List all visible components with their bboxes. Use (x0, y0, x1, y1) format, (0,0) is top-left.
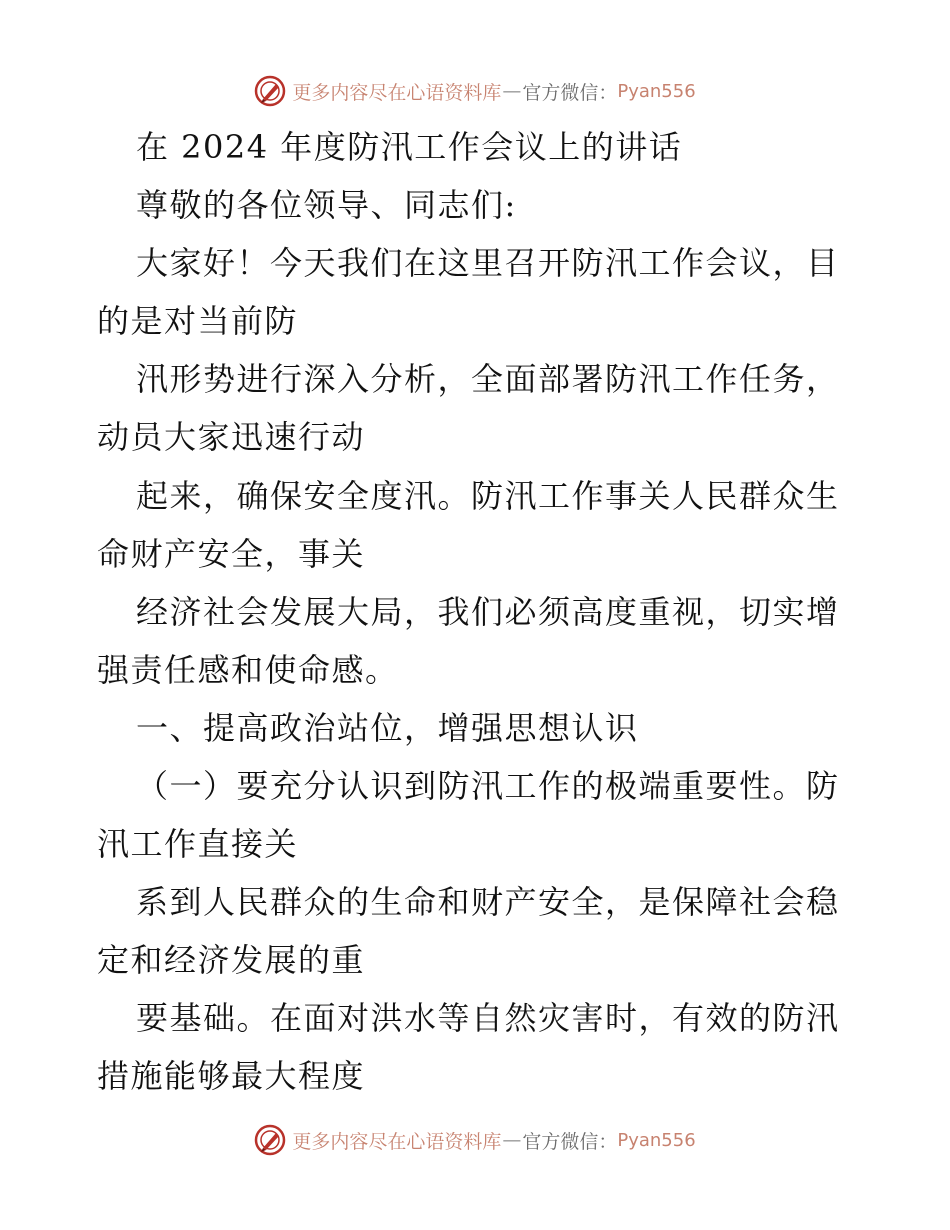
paragraph-line: 强责任感和使命感。 (97, 651, 399, 689)
watermark-label: 官方微信： (522, 1130, 618, 1153)
watermark-brand: 更多内容尽在心语资料库 (292, 1130, 502, 1153)
watermark-wechat-id: Pyan556 (617, 1129, 696, 1151)
document-title: 在 2024 年度防汛工作会议上的讲话 (136, 128, 683, 166)
paragraph-line: 系到人民群众的生命和财产安全，是保障社会稳 (136, 883, 840, 921)
paragraph-line: 动员大家迅速行动 (97, 418, 366, 456)
watermark-wechat-id: Pyan556 (617, 80, 696, 102)
watermark-separator: — (502, 80, 522, 102)
brand-logo-icon (254, 1124, 286, 1156)
paragraph-line: 的是对当前防 (97, 302, 299, 340)
brand-logo-icon (254, 75, 286, 107)
paragraph-line: 措施能够最大程度 (97, 1057, 366, 1095)
subsection-heading: （一）要充分认识到防汛工作的极端重要性。防 (136, 767, 840, 805)
paragraph-line: 起来，确保安全度汛。防汛工作事关人民群众生 (136, 477, 840, 515)
paragraph-line: 命财产安全，事关 (97, 535, 366, 573)
paragraph-line: 汛工作直接关 (97, 825, 299, 863)
paragraph-line: 汛形势进行深入分析，全面部署防汛工作任务， (136, 360, 840, 398)
paragraph-line: 要基础。在面对洪水等自然灾害时，有效的防汛 (136, 999, 840, 1037)
paragraph-line: 定和经济发展的重 (97, 941, 366, 979)
salutation: 尊敬的各位领导、同志们: (136, 186, 517, 224)
watermark-brand: 更多内容尽在心语资料库 (292, 81, 502, 104)
paragraph-line: 经济社会发展大局，我们必须高度重视，切实增 (136, 593, 840, 631)
paragraph-line: 大家好！今天我们在这里召开防汛工作会议，目 (136, 244, 840, 282)
watermark-label: 官方微信： (522, 81, 618, 104)
watermark-footer (0, 1120, 950, 1160)
watermark-header (0, 71, 950, 111)
section-heading: 一、提高政治站位，增强思想认识 (136, 709, 639, 747)
watermark-separator: — (502, 1129, 522, 1151)
